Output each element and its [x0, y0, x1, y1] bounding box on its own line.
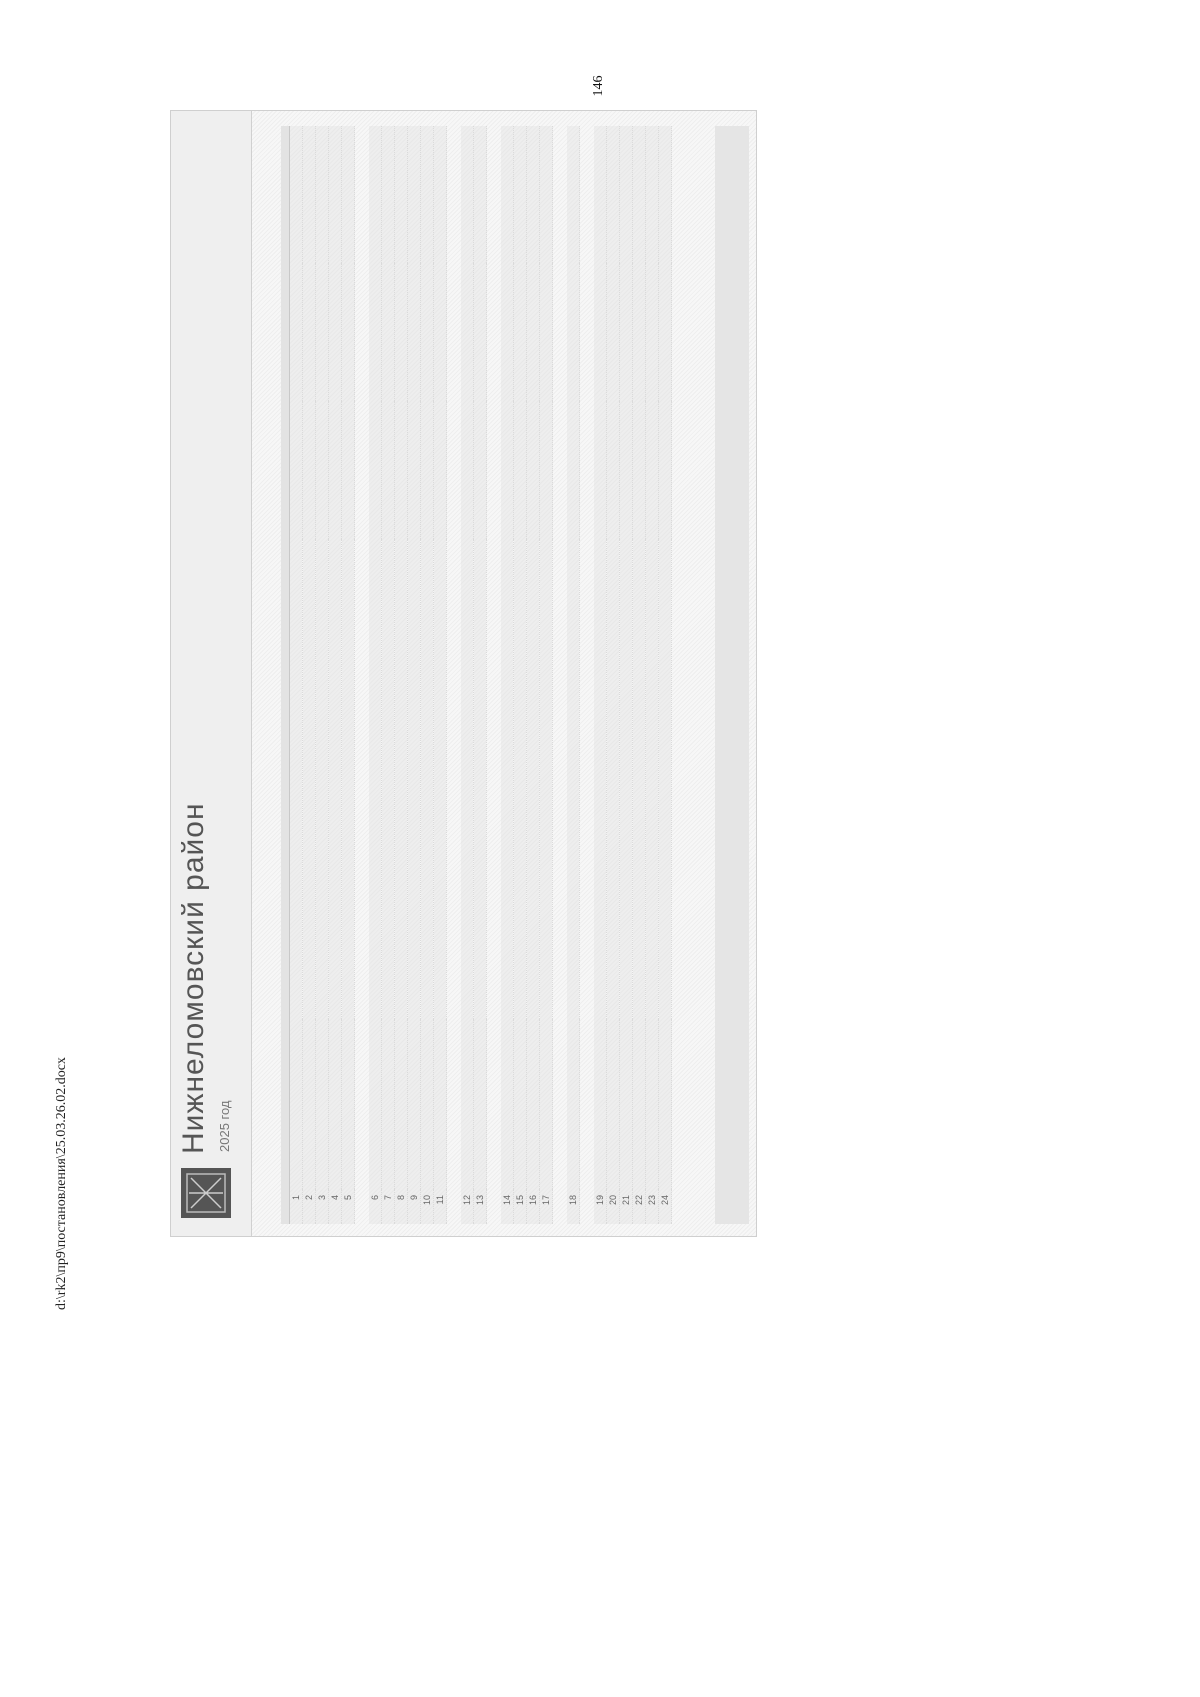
cell-population: [540, 402, 553, 540]
cell-mo: [369, 1020, 382, 1190]
cell-num: 3: [316, 1190, 329, 1224]
cell-mo: [329, 1020, 342, 1190]
cell-distance: [342, 126, 355, 264]
cell-population: [421, 402, 434, 540]
cell-num: 18: [567, 1190, 580, 1224]
cell-distance: [316, 126, 329, 264]
cell-num: 22: [633, 1190, 646, 1224]
row-spacer: [487, 126, 502, 1224]
cell-medics: [474, 264, 487, 402]
cell-points: [474, 540, 487, 1020]
cell-medics: [290, 264, 303, 402]
table-row: [408, 126, 421, 1224]
cell-distance: [540, 126, 553, 264]
cell-mo: [408, 1020, 421, 1190]
table-row: [395, 126, 408, 1224]
cell-num: 6: [369, 1190, 382, 1224]
cell-mo: [474, 1020, 487, 1190]
cell-medics: [607, 264, 620, 402]
cell-num: 12: [461, 1190, 474, 1224]
cell-num: 13: [474, 1190, 487, 1224]
table-row: [659, 126, 672, 1224]
cell-mo: [659, 1020, 672, 1190]
cell-num: 17: [540, 1190, 553, 1224]
cell-distance: [659, 126, 672, 264]
cell-points: [567, 540, 580, 1020]
header-medics: [281, 264, 290, 402]
cell-population: [514, 402, 527, 540]
row-spacer: [580, 126, 595, 1224]
cell-num: 20: [607, 1190, 620, 1224]
cell-points: [369, 540, 382, 1020]
cell-population: [461, 402, 474, 540]
cell-points: [329, 540, 342, 1020]
cell-distance: [567, 126, 580, 264]
cell-mo: [316, 1020, 329, 1190]
cell-mo: [501, 1020, 514, 1190]
cell-population: [527, 402, 540, 540]
cell-mo: [646, 1020, 659, 1190]
table-row: [290, 126, 303, 1224]
cell-population: [303, 402, 316, 540]
cell-population: [395, 402, 408, 540]
cell-points: [514, 540, 527, 1020]
cell-population: [567, 402, 580, 540]
header-mo: [281, 1020, 290, 1190]
cell-population: [408, 402, 421, 540]
cell-num: 1: [290, 1190, 303, 1224]
cell-num: 10: [421, 1190, 434, 1224]
cell-medics: [316, 264, 329, 402]
district-table-card: [170, 110, 757, 1237]
cell-medics: [620, 264, 633, 402]
cell-medics: [527, 264, 540, 402]
cell-points: [290, 540, 303, 1020]
cell-points: [421, 540, 434, 1020]
cell-distance: [607, 126, 620, 264]
cell-points: [620, 540, 633, 1020]
cell-num: 21: [620, 1190, 633, 1224]
cell-distance: [594, 126, 607, 264]
cell-distance: [514, 126, 527, 264]
cell-distance: [527, 126, 540, 264]
cell-medics: [408, 264, 421, 402]
header-population: [281, 402, 290, 540]
cell-mo: [567, 1020, 580, 1190]
cell-num: 11: [434, 1190, 447, 1224]
cell-distance: [382, 126, 395, 264]
table-row: [607, 126, 620, 1224]
cell-num: 8: [395, 1190, 408, 1224]
cell-medics: [514, 264, 527, 402]
cell-mo: [540, 1020, 553, 1190]
cell-mo: [303, 1020, 316, 1190]
table-row: [527, 126, 540, 1224]
cell-points: [633, 540, 646, 1020]
cell-distance: [461, 126, 474, 264]
table-row: [540, 126, 553, 1224]
cell-medics: [501, 264, 514, 402]
cell-points: [607, 540, 620, 1020]
cell-num: 4: [329, 1190, 342, 1224]
legend-bar: [715, 126, 749, 1224]
cell-medics: [540, 264, 553, 402]
cell-medics: [382, 264, 395, 402]
cell-mo: [594, 1020, 607, 1190]
table-row: [382, 126, 395, 1224]
cell-distance: [501, 126, 514, 264]
cell-distance: [369, 126, 382, 264]
header-num: [281, 1190, 290, 1224]
cell-distance: [620, 126, 633, 264]
cell-mo: [461, 1020, 474, 1190]
card-header: [171, 111, 252, 1236]
cell-medics: [633, 264, 646, 402]
table-row: [329, 126, 342, 1224]
cell-num: 23: [646, 1190, 659, 1224]
cell-distance: [329, 126, 342, 264]
cell-points: [540, 540, 553, 1020]
district-subtitle: 2025 год: [217, 1100, 232, 1152]
cell-population: [382, 402, 395, 540]
cell-population: [369, 402, 382, 540]
cell-population: [501, 402, 514, 540]
table-row: [316, 126, 329, 1224]
cell-points: [594, 540, 607, 1020]
cell-points: [646, 540, 659, 1020]
cell-medics: [303, 264, 316, 402]
cell-population: [594, 402, 607, 540]
cell-medics: [329, 264, 342, 402]
cell-mo: [434, 1020, 447, 1190]
cell-medics: [646, 264, 659, 402]
cell-num: 14: [501, 1190, 514, 1224]
cell-num: 7: [382, 1190, 395, 1224]
cell-population: [316, 402, 329, 540]
cell-points: [659, 540, 672, 1020]
cell-mo: [514, 1020, 527, 1190]
cell-mo: [607, 1020, 620, 1190]
cell-population: [342, 402, 355, 540]
cell-distance: [421, 126, 434, 264]
cell-distance: [290, 126, 303, 264]
cell-num: 2: [303, 1190, 316, 1224]
settlements-table: [281, 126, 672, 1224]
page-number: 146: [591, 75, 606, 97]
district-logo-icon: [181, 1168, 231, 1218]
cell-points: [461, 540, 474, 1020]
table-row: [461, 126, 474, 1224]
cell-mo: [421, 1020, 434, 1190]
cell-distance: [633, 126, 646, 264]
cell-mo: [290, 1020, 303, 1190]
table-row: [501, 126, 514, 1224]
cell-population: [646, 402, 659, 540]
cell-medics: [659, 264, 672, 402]
cell-mo: [395, 1020, 408, 1190]
table-row: [567, 126, 580, 1224]
cell-num: 9: [408, 1190, 421, 1224]
table-header-row: [281, 126, 290, 1224]
table-row: [434, 126, 447, 1224]
cell-population: [620, 402, 633, 540]
cell-medics: [369, 264, 382, 402]
cell-distance: [646, 126, 659, 264]
cell-distance: [474, 126, 487, 264]
cell-population: [659, 402, 672, 540]
table-row: [594, 126, 607, 1224]
table-row: [620, 126, 633, 1224]
table-row: [303, 126, 316, 1224]
table-row: [421, 126, 434, 1224]
cell-points: [501, 540, 514, 1020]
cell-mo: [382, 1020, 395, 1190]
cell-points: [395, 540, 408, 1020]
cell-points: [316, 540, 329, 1020]
cell-points: [527, 540, 540, 1020]
cell-points: [434, 540, 447, 1020]
table-row: [514, 126, 527, 1224]
row-spacer: [355, 126, 370, 1224]
cell-medics: [421, 264, 434, 402]
cell-points: [408, 540, 421, 1020]
cell-population: [329, 402, 342, 540]
row-spacer: [553, 126, 568, 1224]
table-row: [369, 126, 382, 1224]
table-row: [474, 126, 487, 1224]
cell-num: 19: [594, 1190, 607, 1224]
cell-num: 15: [514, 1190, 527, 1224]
cell-points: [382, 540, 395, 1020]
header-distance: [281, 126, 290, 264]
cell-distance: [303, 126, 316, 264]
district-title: Нижнеломовский район: [177, 802, 210, 1154]
table-row: [646, 126, 659, 1224]
cell-distance: [408, 126, 421, 264]
cell-medics: [395, 264, 408, 402]
cell-population: [633, 402, 646, 540]
cell-mo: [620, 1020, 633, 1190]
document-file-path: d:\rk2\пр9\постановления\25.03.26.02.docx: [54, 1057, 69, 1310]
cell-distance: [395, 126, 408, 264]
cell-population: [607, 402, 620, 540]
cell-medics: [461, 264, 474, 402]
cell-population: [474, 402, 487, 540]
cell-mo: [342, 1020, 355, 1190]
cell-medics: [567, 264, 580, 402]
cell-medics: [594, 264, 607, 402]
row-spacer: [447, 126, 462, 1224]
emblem-icon: [185, 1172, 227, 1214]
cell-distance: [434, 126, 447, 264]
header-points: [281, 540, 290, 1020]
cell-medics: [434, 264, 447, 402]
cell-num: 24: [659, 1190, 672, 1224]
cell-population: [290, 402, 303, 540]
cell-mo: [527, 1020, 540, 1190]
cell-num: 5: [342, 1190, 355, 1224]
cell-mo: [633, 1020, 646, 1190]
cell-num: 16: [527, 1190, 540, 1224]
table-row: [633, 126, 646, 1224]
cell-medics: [342, 264, 355, 402]
cell-points: [303, 540, 316, 1020]
table-row: [342, 126, 355, 1224]
cell-population: [434, 402, 447, 540]
table-body: [290, 126, 672, 1224]
cell-points: [342, 540, 355, 1020]
